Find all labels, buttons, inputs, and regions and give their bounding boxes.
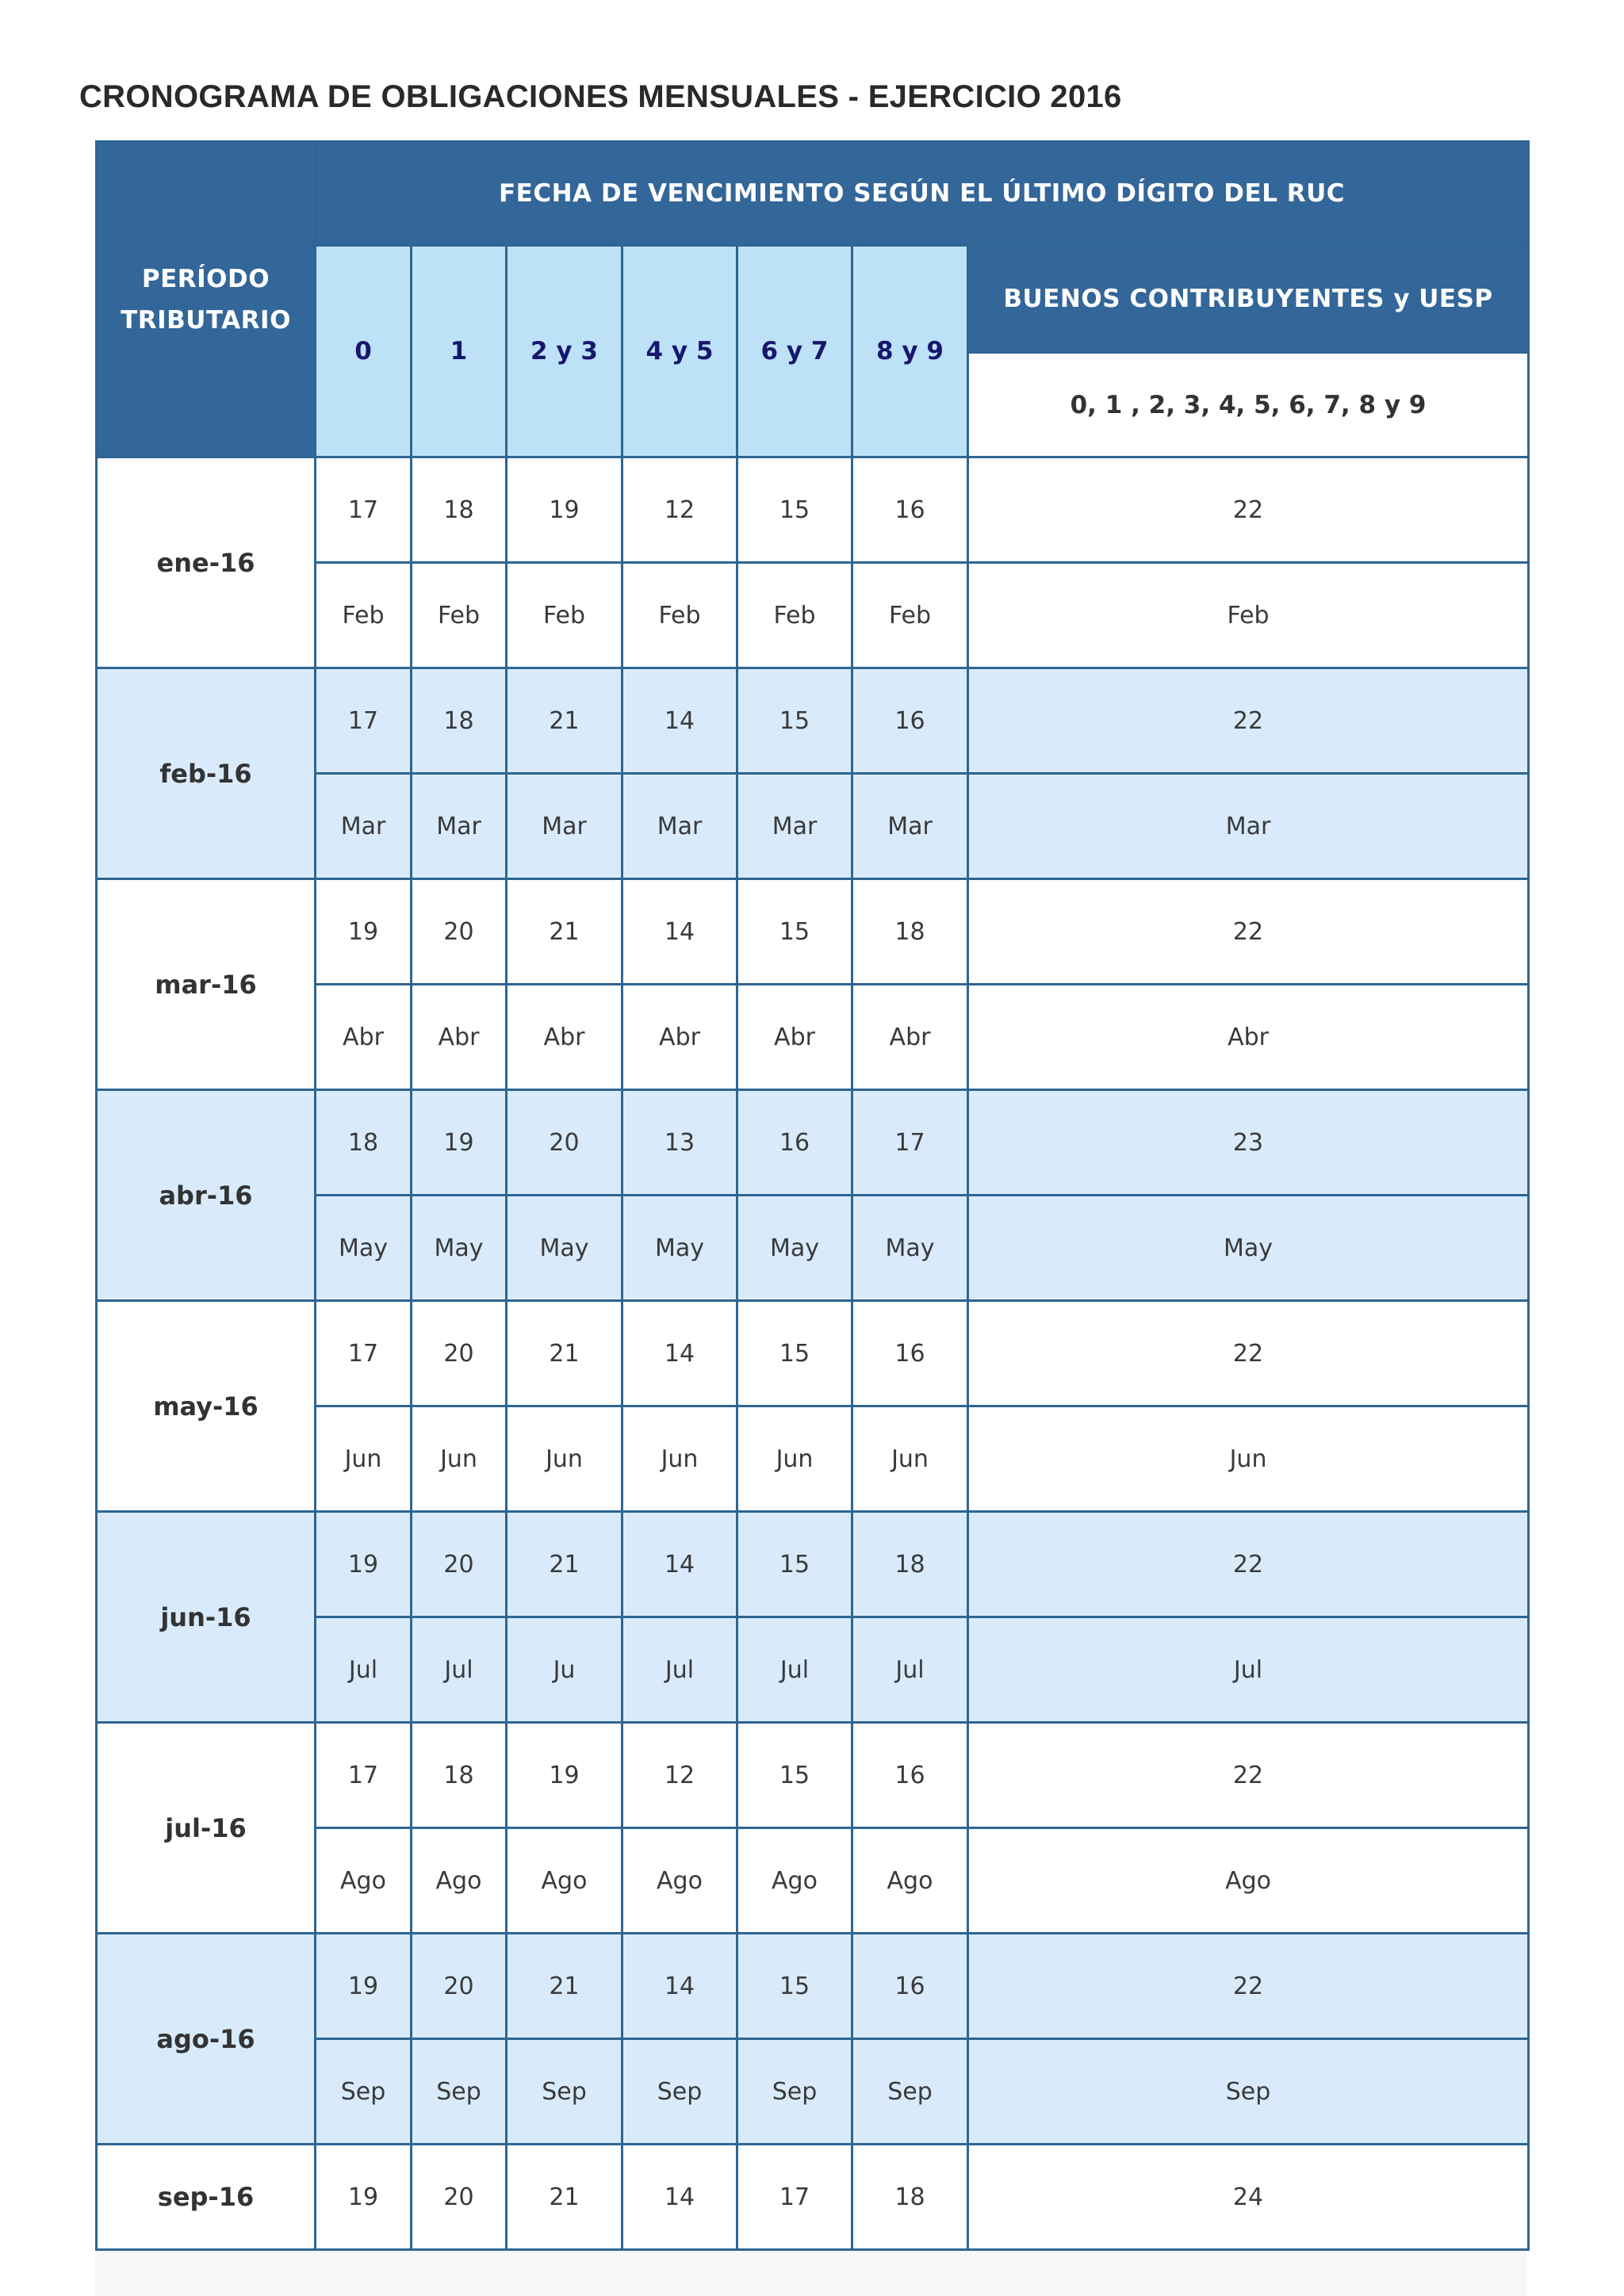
good-day-cell: 22 xyxy=(968,879,1529,985)
day-cell: 16 xyxy=(852,1934,968,2039)
good-day-cell: 22 xyxy=(968,1934,1529,2039)
month-cell: Jul xyxy=(852,1617,968,1723)
month-cell: May xyxy=(737,1196,852,1301)
day-cell: 19 xyxy=(412,1090,507,1196)
month-cell: Ago xyxy=(507,1828,622,1934)
month-cell: Jul xyxy=(316,1617,412,1723)
day-cell: 17 xyxy=(316,457,412,563)
day-cell: 17 xyxy=(316,1723,412,1828)
period-header-label: PERÍODO TRIBUTARIO xyxy=(121,264,291,335)
day-cell: 18 xyxy=(852,1512,968,1617)
month-cell: Jul xyxy=(737,1617,852,1723)
month-cell: Abr xyxy=(622,985,737,1090)
month-cell: Feb xyxy=(622,563,737,668)
day-cell: 19 xyxy=(316,1512,412,1617)
day-cell: 21 xyxy=(507,1934,622,2039)
month-cell: Mar xyxy=(852,774,968,879)
day-cell: 16 xyxy=(737,1090,852,1196)
day-cell: 14 xyxy=(622,1512,737,1617)
month-cell: Jun xyxy=(737,1406,852,1512)
period-cell: abr-16 xyxy=(97,1090,316,1301)
day-cell: 21 xyxy=(507,1301,622,1406)
month-cell: Feb xyxy=(412,563,507,668)
month-cell: Abr xyxy=(737,985,852,1090)
good-day-cell: 22 xyxy=(968,668,1529,774)
month-cell: Jul xyxy=(412,1617,507,1723)
period-cell: sep-16 xyxy=(97,2145,316,2250)
month-cell: Sep xyxy=(852,2039,968,2145)
period-cell: jun-16 xyxy=(97,1512,316,1723)
period-header xyxy=(97,142,316,457)
day-cell: 19 xyxy=(316,1934,412,2039)
day-cell: 15 xyxy=(737,457,852,563)
good-day-cell: 22 xyxy=(968,1723,1529,1828)
good-taxpayers-digits: 0, 1 , 2, 3, 4, 5, 6, 7, 8 y 9 xyxy=(968,353,1529,457)
day-cell: 15 xyxy=(737,1934,852,2039)
day-cell: 16 xyxy=(852,668,968,774)
day-cell: 15 xyxy=(737,1512,852,1617)
month-cell: Mar xyxy=(316,774,412,879)
day-cell: 20 xyxy=(412,1934,507,2039)
month-cell: Abr xyxy=(316,985,412,1090)
day-cell: 14 xyxy=(622,668,737,774)
day-cell: 19 xyxy=(316,879,412,985)
month-cell: Abr xyxy=(412,985,507,1090)
table-row xyxy=(97,879,1529,985)
good-month-cell: Jun xyxy=(968,1406,1529,1512)
day-cell: 17 xyxy=(852,1090,968,1196)
month-cell: Feb xyxy=(737,563,852,668)
month-cell: Jun xyxy=(412,1406,507,1512)
day-cell: 12 xyxy=(622,1723,737,1828)
good-day-cell: 22 xyxy=(968,1301,1529,1406)
good-month-cell: Mar xyxy=(968,774,1529,879)
table-row xyxy=(97,1301,1529,1406)
month-cell: Feb xyxy=(852,563,968,668)
day-cell: 12 xyxy=(622,457,737,563)
page-bottom-strip xyxy=(95,2252,1527,2296)
digit-header-1: 1 xyxy=(412,246,507,457)
good-day-cell: 22 xyxy=(968,1512,1529,1617)
month-cell: Ju xyxy=(507,1617,622,1723)
day-cell: 13 xyxy=(622,1090,737,1196)
table-row xyxy=(97,1512,1529,1617)
month-cell: Sep xyxy=(412,2039,507,2145)
table-row xyxy=(97,2145,1529,2250)
month-cell: Sep xyxy=(507,2039,622,2145)
day-cell: 18 xyxy=(412,668,507,774)
table-body xyxy=(97,457,1529,2250)
good-day-cell: 22 xyxy=(968,457,1529,563)
day-cell: 18 xyxy=(412,1723,507,1828)
day-cell: 16 xyxy=(852,1301,968,1406)
period-cell: jul-16 xyxy=(97,1723,316,1934)
day-cell: 18 xyxy=(412,457,507,563)
good-taxpayers-header: BUENOS CONTRIBUYENTES y UESP xyxy=(968,246,1529,353)
month-cell: May xyxy=(622,1196,737,1301)
day-cell: 14 xyxy=(622,879,737,985)
month-cell: Ago xyxy=(412,1828,507,1934)
day-cell: 19 xyxy=(316,2145,412,2250)
table-row xyxy=(97,668,1529,774)
day-cell: 19 xyxy=(507,457,622,563)
day-cell: 15 xyxy=(737,879,852,985)
day-cell: 14 xyxy=(622,2145,737,2250)
table-row xyxy=(97,1934,1529,2039)
good-day-cell: 23 xyxy=(968,1090,1529,1196)
day-cell: 20 xyxy=(412,1301,507,1406)
month-cell: Mar xyxy=(507,774,622,879)
month-cell: Feb xyxy=(316,563,412,668)
month-cell: Feb xyxy=(507,563,622,668)
good-month-cell: Ago xyxy=(968,1828,1529,1934)
month-cell: Ago xyxy=(316,1828,412,1934)
table-row xyxy=(97,1090,1529,1196)
page-title: CRONOGRAMA DE OBLIGACIONES MENSUALES - EJERCICIO 2016 xyxy=(79,79,1122,114)
day-cell: 21 xyxy=(507,668,622,774)
month-cell: Sep xyxy=(737,2039,852,2145)
month-cell: Ago xyxy=(737,1828,852,1934)
good-month-cell: May xyxy=(968,1196,1529,1301)
day-cell: 20 xyxy=(507,1090,622,1196)
day-cell: 19 xyxy=(507,1723,622,1828)
table-row xyxy=(97,457,1529,563)
day-cell: 14 xyxy=(622,1301,737,1406)
month-cell: Jul xyxy=(622,1617,737,1723)
day-cell: 17 xyxy=(316,1301,412,1406)
day-cell: 16 xyxy=(852,1723,968,1828)
month-cell: Ago xyxy=(852,1828,968,1934)
day-cell: 15 xyxy=(737,1723,852,1828)
good-month-cell: Feb xyxy=(968,563,1529,668)
day-cell: 18 xyxy=(852,879,968,985)
month-cell: Mar xyxy=(412,774,507,879)
day-cell: 18 xyxy=(316,1090,412,1196)
month-cell: May xyxy=(852,1196,968,1301)
day-cell: 14 xyxy=(622,1934,737,2039)
month-cell: May xyxy=(316,1196,412,1301)
good-day-cell: 24 xyxy=(968,2145,1529,2250)
day-cell: 15 xyxy=(737,1301,852,1406)
day-cell: 20 xyxy=(412,879,507,985)
due-date-header: FECHA DE VENCIMIENTO SEGÚN EL ÚLTIMO DÍGITO DEL RUC xyxy=(316,142,1529,246)
period-cell: ago-16 xyxy=(97,1934,316,2145)
day-cell: 20 xyxy=(412,1512,507,1617)
month-cell: Ago xyxy=(622,1828,737,1934)
digit-header-6-7: 6 y 7 xyxy=(737,246,852,457)
day-cell: 18 xyxy=(852,2145,968,2250)
digit-header-8-9: 8 y 9 xyxy=(852,246,968,457)
schedule-table xyxy=(95,140,1530,2251)
good-month-cell: Sep xyxy=(968,2039,1529,2145)
month-cell: Jun xyxy=(622,1406,737,1512)
month-cell: May xyxy=(507,1196,622,1301)
day-cell: 17 xyxy=(316,668,412,774)
good-month-cell: Abr xyxy=(968,985,1529,1090)
day-cell: 21 xyxy=(507,1512,622,1617)
digit-header-4-5: 4 y 5 xyxy=(622,246,737,457)
month-cell: Abr xyxy=(852,985,968,1090)
period-cell: feb-16 xyxy=(97,668,316,879)
month-cell: Jun xyxy=(507,1406,622,1512)
month-cell: Mar xyxy=(622,774,737,879)
digit-header-0: 0 xyxy=(316,246,412,457)
period-cell: ene-16 xyxy=(97,457,316,668)
day-cell: 21 xyxy=(507,879,622,985)
month-cell: Mar xyxy=(737,774,852,879)
day-cell: 16 xyxy=(852,457,968,563)
month-cell: Jun xyxy=(316,1406,412,1512)
month-cell: Jun xyxy=(852,1406,968,1512)
good-month-cell: Jul xyxy=(968,1617,1529,1723)
month-cell: Sep xyxy=(316,2039,412,2145)
period-cell: mar-16 xyxy=(97,879,316,1090)
month-cell: May xyxy=(412,1196,507,1301)
table-header xyxy=(97,142,1529,457)
month-cell: Abr xyxy=(507,985,622,1090)
day-cell: 15 xyxy=(737,668,852,774)
digit-header-2-3: 2 y 3 xyxy=(507,246,622,457)
period-cell: may-16 xyxy=(97,1301,316,1512)
table-row xyxy=(97,1723,1529,1828)
day-cell: 17 xyxy=(737,2145,852,2250)
day-cell: 20 xyxy=(412,2145,507,2250)
day-cell: 21 xyxy=(507,2145,622,2250)
month-cell: Sep xyxy=(622,2039,737,2145)
